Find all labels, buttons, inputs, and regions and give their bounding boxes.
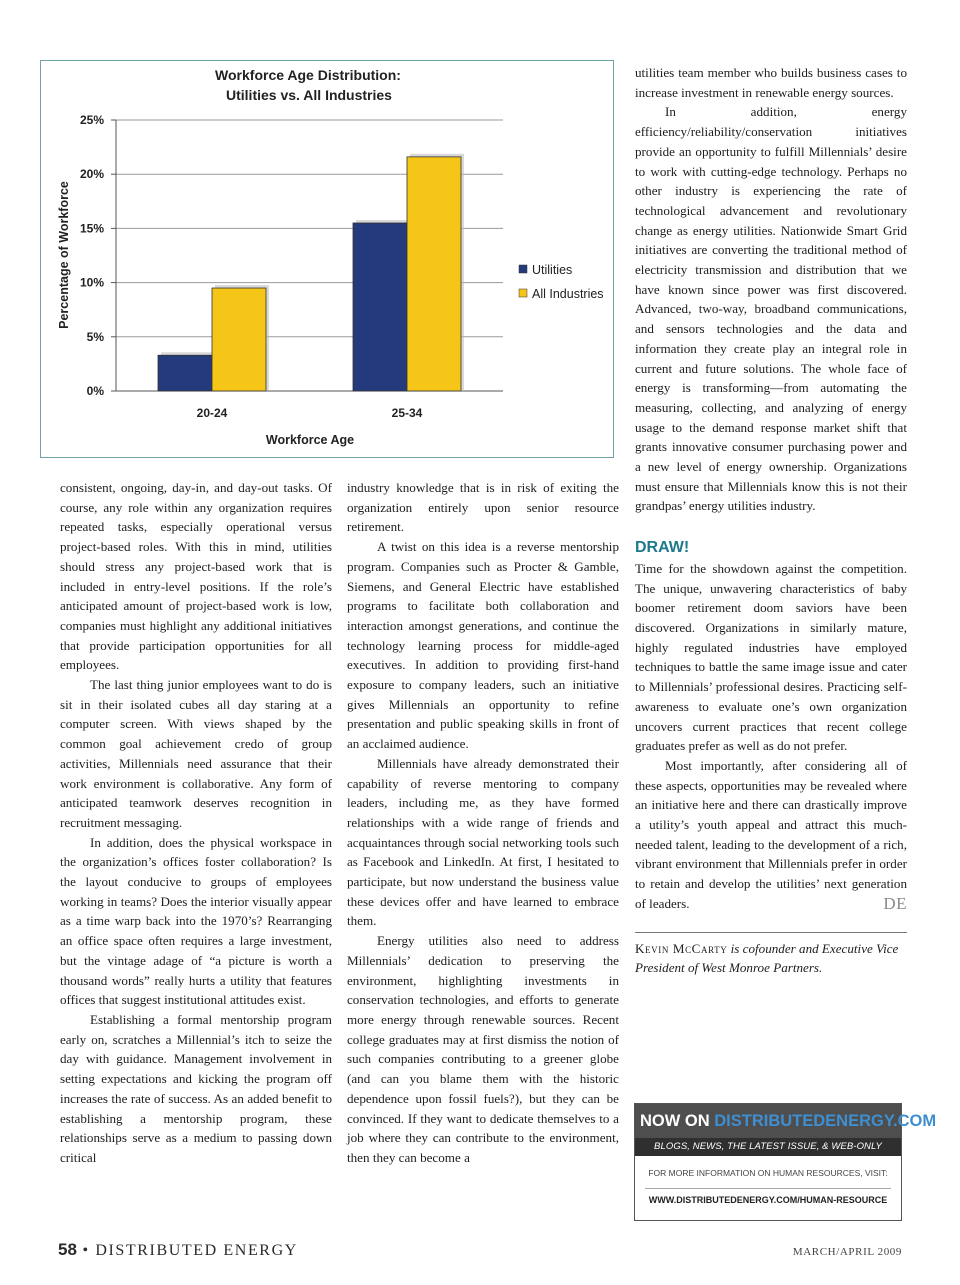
legend-label: Utilities [532,263,573,277]
chart-title: Workforce Age Distribution: [215,67,401,83]
issue-date: MARCH/APRIL 2009 [792,1246,902,1258]
y-tick-label: 10% [79,275,104,290]
author-bio [635,939,907,978]
promo-divider [645,1188,891,1189]
paragraph: A twist on this idea is a reverse mentorship program. Companies such as Procter & Gamble, Siemens, and General Electric have established programs to facilitate both collaboration and interaction amongst generations, and continue the technology learning process for middle-aged executives. In addition to providing first-hand exposure to company leaders, such an initiative gives Millennials an opportunity to refine presentation and public speaking skills in front of an acclaimed audience. [347,539,619,752]
paragraph: Millennials have already demonstrated their capability of reverse mentoring to company leaders, including me, as they have formed relationships with a wide range of friends and acquaintances through social networking tools such as Facebook and LinkedIn. At first, I hesitated to participate, but now understand the business value these devices offer and have learned to embrace them. [347,755,619,929]
page-number: 58 [58,1240,77,1259]
paragraph-text: Most importantly, after considering all of these aspects, opportunities may be revealed where an initiative here and there can drastically improve a utility’s youth appeal and attract this much-needed talent, leading to the development of a rich, vibrant environment that Millennials prefer in order to retain and develop the utilities’ next generation of leaders. [635,757,907,911]
paragraph: Establishing a formal mentorship program early on, scratches a Millennial’s itch to seize the day with guidance. Management involvement in setting expectations and kicking the program off increases the rate of success. As an added benefit to establishing a mentorship program, these relationships serve as a medium to passing down critical [60,1011,332,1165]
legend-swatch [519,265,527,273]
section-heading-draw: DRAW! [635,539,690,557]
y-tick-label: 0% [86,384,104,398]
bar-utilities [353,223,407,391]
bar-all-industries [407,157,461,391]
promo-header [635,1104,937,1138]
y-tick-label: 25% [79,113,104,127]
x-tick-label: 25-34 [391,406,423,420]
website-promo-box [634,1103,937,1221]
paragraph: utilities team member who builds business cases to increase investment in renewable energy sources. [635,65,907,100]
x-tick-label: 20-24 [196,406,228,420]
article-column-2 [347,478,619,1168]
legend-label: All Industries [532,287,604,301]
promo-info: FOR MORE INFORMATION ON HUMAN RESOURCES, VISIT: [648,1168,888,1178]
y-tick-label: 20% [79,167,104,182]
y-tick-label: 15% [79,221,104,236]
paragraph: consistent, ongoing, day-in, and day-out tasks. Of course, any role within any organization requires repeated tasks, especially operational versus project-based roles. With this in mind, utilities should stress any project-based work that is included in entry-level positions. If the role’s anticipated amount of project-based work is low, companies must highlight any additional initiatives that provide participation opportunities for all employees. [60,480,332,673]
magazine-name: DISTRIBUTED ENERGY [95,1242,298,1259]
bar-utilities [158,355,212,391]
promo-site-link[interactable]: DISTRIBUTEDENERGY.COM [714,1112,937,1130]
promo-now-on: NOW ON [640,1112,715,1130]
paragraph: Energy utilities also need to address Millennials’ dedication to preserving the environment, highlighting investments in conservation technologies, and efforts to generate more energy through renewable sources. Recent college graduates may at first dismiss the notion of such companies contributing to a greener globe (and can you blame them with the historic dependence upon fossil fuels?), but they can be convinced. If they want to dedicate themselves to a job where they can contribute to the environment, then they can become a [347,933,619,1165]
footer-separator: • [76,1242,96,1259]
promo-url-link[interactable]: WWW.DISTRIBUTEDENERGY.COM/HUMAN-RESOURCE [648,1195,888,1205]
paragraph: In addition, energy efficiency/reliability/conservation initiatives provide an opportunity to fulfill Millennials’ desire to work with cutting-edge technology. Perhaps no other industry is experiencing the rate of technological advancement and revolutionary change as energy utilities. Nationwide Smart Grid initiatives are converting the traditional method of electricity transmission and distribution that we have known since power was first discovered. Advanced, two-way, broadband communications, and sensors technologies and the data and information they create play an integral role in current and future solutions. The whole face of energy is transforming—from automating the measuring, collecting, and analyzing of energy usage to the demand response market shift that grants innovative consumer purchasing power and a new level of energy ownership. Organizations must ensure that Millennials know this is not their grandpas’ energy utilities industry. [635,104,907,514]
paragraph-last [635,756,907,914]
y-axis-label: Percentage of Workforce [57,181,71,329]
legend-swatch [519,289,527,297]
author-name: Kevin McCarty [635,940,728,956]
x-axis-label: Workforce Age [265,433,355,447]
bar-all-industries [212,288,266,391]
y-tick-label: 5% [86,329,104,344]
chart-subtitle: Utilities vs. All Industries [226,87,392,103]
promo-subline: BLOGS, NEWS, THE LATEST ISSUE, & WEB-ONLY ARTICLES [635,1138,901,1156]
workforce-age-chart [40,60,614,458]
article-column-1 [60,478,332,1168]
paragraph: In addition, does the physical workspace in the organization’s offices foster collaboration? Is the layout conducive to groups of employees working in teams? Does the interior visually appear as a time warp back into the 1970’s? Rearranging an office space often requires a large investment, but the vintage adage of “a picture is worth a thousand words” really hurts a utility that features offices that suggest institutional attitudes exist. [60,834,332,1008]
footer-folio [58,1240,298,1260]
paragraph: The last thing junior employees want to do is sit in their isolated cubes all day staring at a computer screen. With views shaped by the common goal achievement credo of group activities, Millennials need assurance that their work environment is collaborative. Any form of anticipated teamwork deserves recognition in recruitment messaging. [60,677,332,830]
bio-divider [635,932,907,933]
end-mark: DE [883,893,907,913]
author-bio-text: is cofounder and Executive Vice President of West Monroe Partners. [635,940,899,976]
paragraph: industry knowledge that is in risk of exiting the organization entirely upon senior resource retirement. [347,480,619,535]
chart-svg [41,61,613,457]
paragraph: Time for the showdown against the competition. The unique, unwavering characteristics of baby boomer retirement doom saviors have been discovered. Organizations in similarly mature, highly regulated industries have employed techniques to battle the same image issue and cater to Millennials’ professional desires. Practicing self-awareness to evaluate one’s own organization uncovers current practices that recent college graduates prefer as well as do not prefer. [635,560,907,754]
article-column-3 [635,63,907,978]
